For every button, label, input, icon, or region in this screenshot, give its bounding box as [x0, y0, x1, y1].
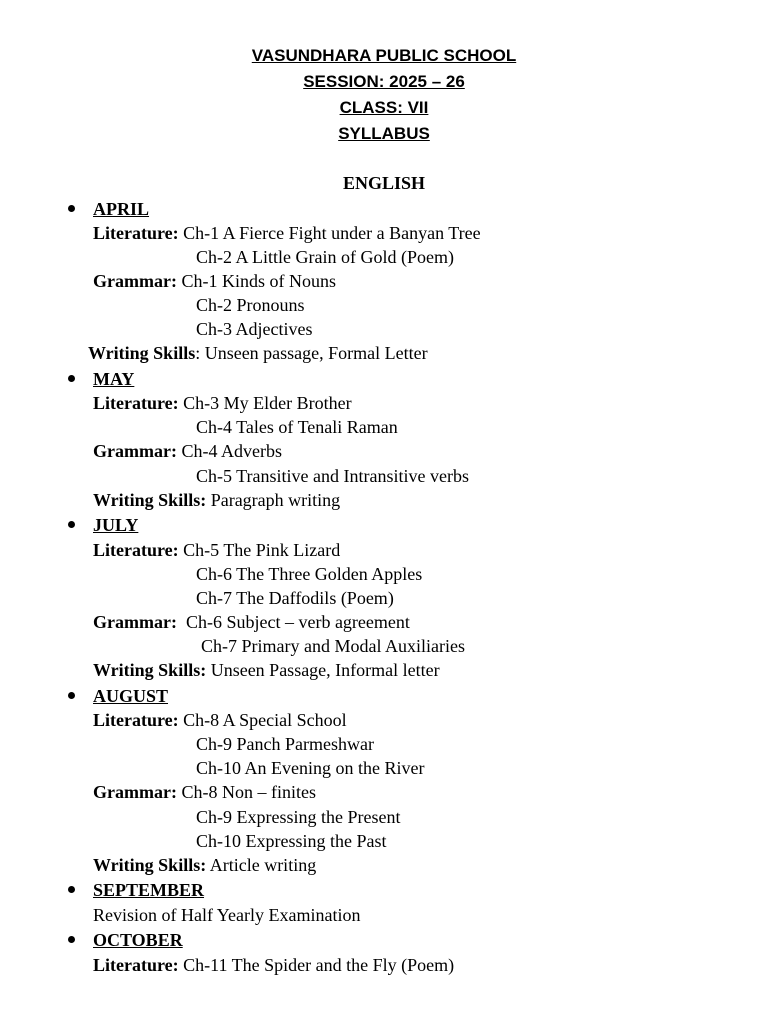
subject-heading: ENGLISH [342, 173, 426, 193]
august-writing-line [93, 854, 316, 876]
writing-item: Article writing [209, 855, 317, 875]
may-grammar-line [93, 440, 282, 462]
grammar-item: Ch-5 Transitive and Intransitive verbs [196, 466, 469, 486]
bullet-icon [68, 205, 75, 212]
grammar-item: Ch-4 Adverbs [181, 441, 282, 461]
april-grammar-line [93, 270, 336, 292]
month-september: SEPTEMBER [93, 880, 205, 900]
literature-item: Ch-2 A Little Grain of Gold (Poem) [196, 247, 454, 267]
grammar-item: Ch-10 Expressing the Past [196, 831, 387, 851]
grammar-label: Grammar: [93, 782, 177, 802]
writing-label: Writing Skills: [93, 660, 207, 680]
april-literature-line [93, 222, 481, 244]
literature-item: Ch-9 Panch Parmeshwar [196, 734, 374, 754]
school-name: VASUNDHARA PUBLIC SCHOOL [251, 46, 517, 65]
month-july: JULY [93, 515, 139, 535]
grammar-item: Ch-6 Subject – verb agreement [185, 612, 410, 632]
grammar-label: Grammar: [93, 271, 177, 291]
literature-label: Literature: [93, 710, 179, 730]
month-august: AUGUST [93, 686, 169, 706]
grammar-item: Ch-1 Kinds of Nouns [181, 271, 336, 291]
august-literature-line [93, 709, 347, 731]
literature-item: Ch-11 The Spider and the Fly (Poem) [183, 955, 455, 975]
literature-item: Ch-5 The Pink Lizard [183, 540, 341, 560]
bullet-icon [68, 886, 75, 893]
literature-label: Literature: [93, 540, 179, 560]
literature-item: Ch-10 An Evening on the River [196, 758, 425, 778]
literature-item: Ch-1 A Fierce Fight under a Banyan Tree [183, 223, 481, 243]
grammar-item: Ch-2 Pronouns [196, 295, 305, 315]
grammar-label: Grammar: [93, 612, 177, 632]
bullet-icon [68, 692, 75, 699]
july-grammar-line [93, 611, 410, 633]
writing-item: : Unseen passage, Formal Letter [195, 343, 428, 363]
april-writing-line [88, 342, 428, 364]
class-label: CLASS: VII [339, 98, 429, 117]
july-literature-line [93, 539, 340, 561]
grammar-item: Ch-9 Expressing the Present [196, 807, 401, 827]
writing-label: Writing Skills [88, 343, 196, 363]
literature-label: Literature: [93, 223, 179, 243]
literature-label: Literature: [93, 955, 179, 975]
month-october: OCTOBER [93, 930, 183, 950]
august-grammar-line [93, 781, 316, 803]
writing-item: Paragraph writing [210, 490, 341, 510]
writing-item: Unseen Passage, Informal letter [210, 660, 440, 680]
writing-label: Writing Skills: [93, 855, 207, 875]
literature-item: Ch-6 The Three Golden Apples [196, 564, 423, 584]
month-april: APRIL [93, 199, 150, 219]
grammar-item: Ch-3 Adjectives [196, 319, 313, 339]
literature-label: Literature: [93, 393, 179, 413]
grammar-item: Ch-8 Non – finites [181, 782, 316, 802]
document-title: SYLLABUS [338, 124, 430, 143]
session: SESSION: 2025 – 26 [303, 72, 465, 91]
writing-label: Writing Skills: [93, 490, 207, 510]
grammar-label: Grammar: [93, 441, 177, 461]
bullet-icon [68, 936, 75, 943]
may-literature-line [93, 392, 352, 414]
july-writing-line [93, 659, 440, 681]
literature-item: Ch-8 A Special School [183, 710, 347, 730]
september-text: Revision of Half Yearly Examination [93, 905, 361, 925]
grammar-item: Ch-7 Primary and Modal Auxiliaries [201, 636, 465, 656]
bullet-icon [68, 375, 75, 382]
bullet-icon [68, 521, 75, 528]
may-writing-line [93, 489, 340, 511]
literature-item: Ch-7 The Daffodils (Poem) [196, 588, 394, 608]
october-literature-line [93, 954, 454, 976]
literature-item: Ch-3 My Elder Brother [183, 393, 352, 413]
month-may: MAY [93, 369, 135, 389]
literature-item: Ch-4 Tales of Tenali Raman [196, 417, 398, 437]
